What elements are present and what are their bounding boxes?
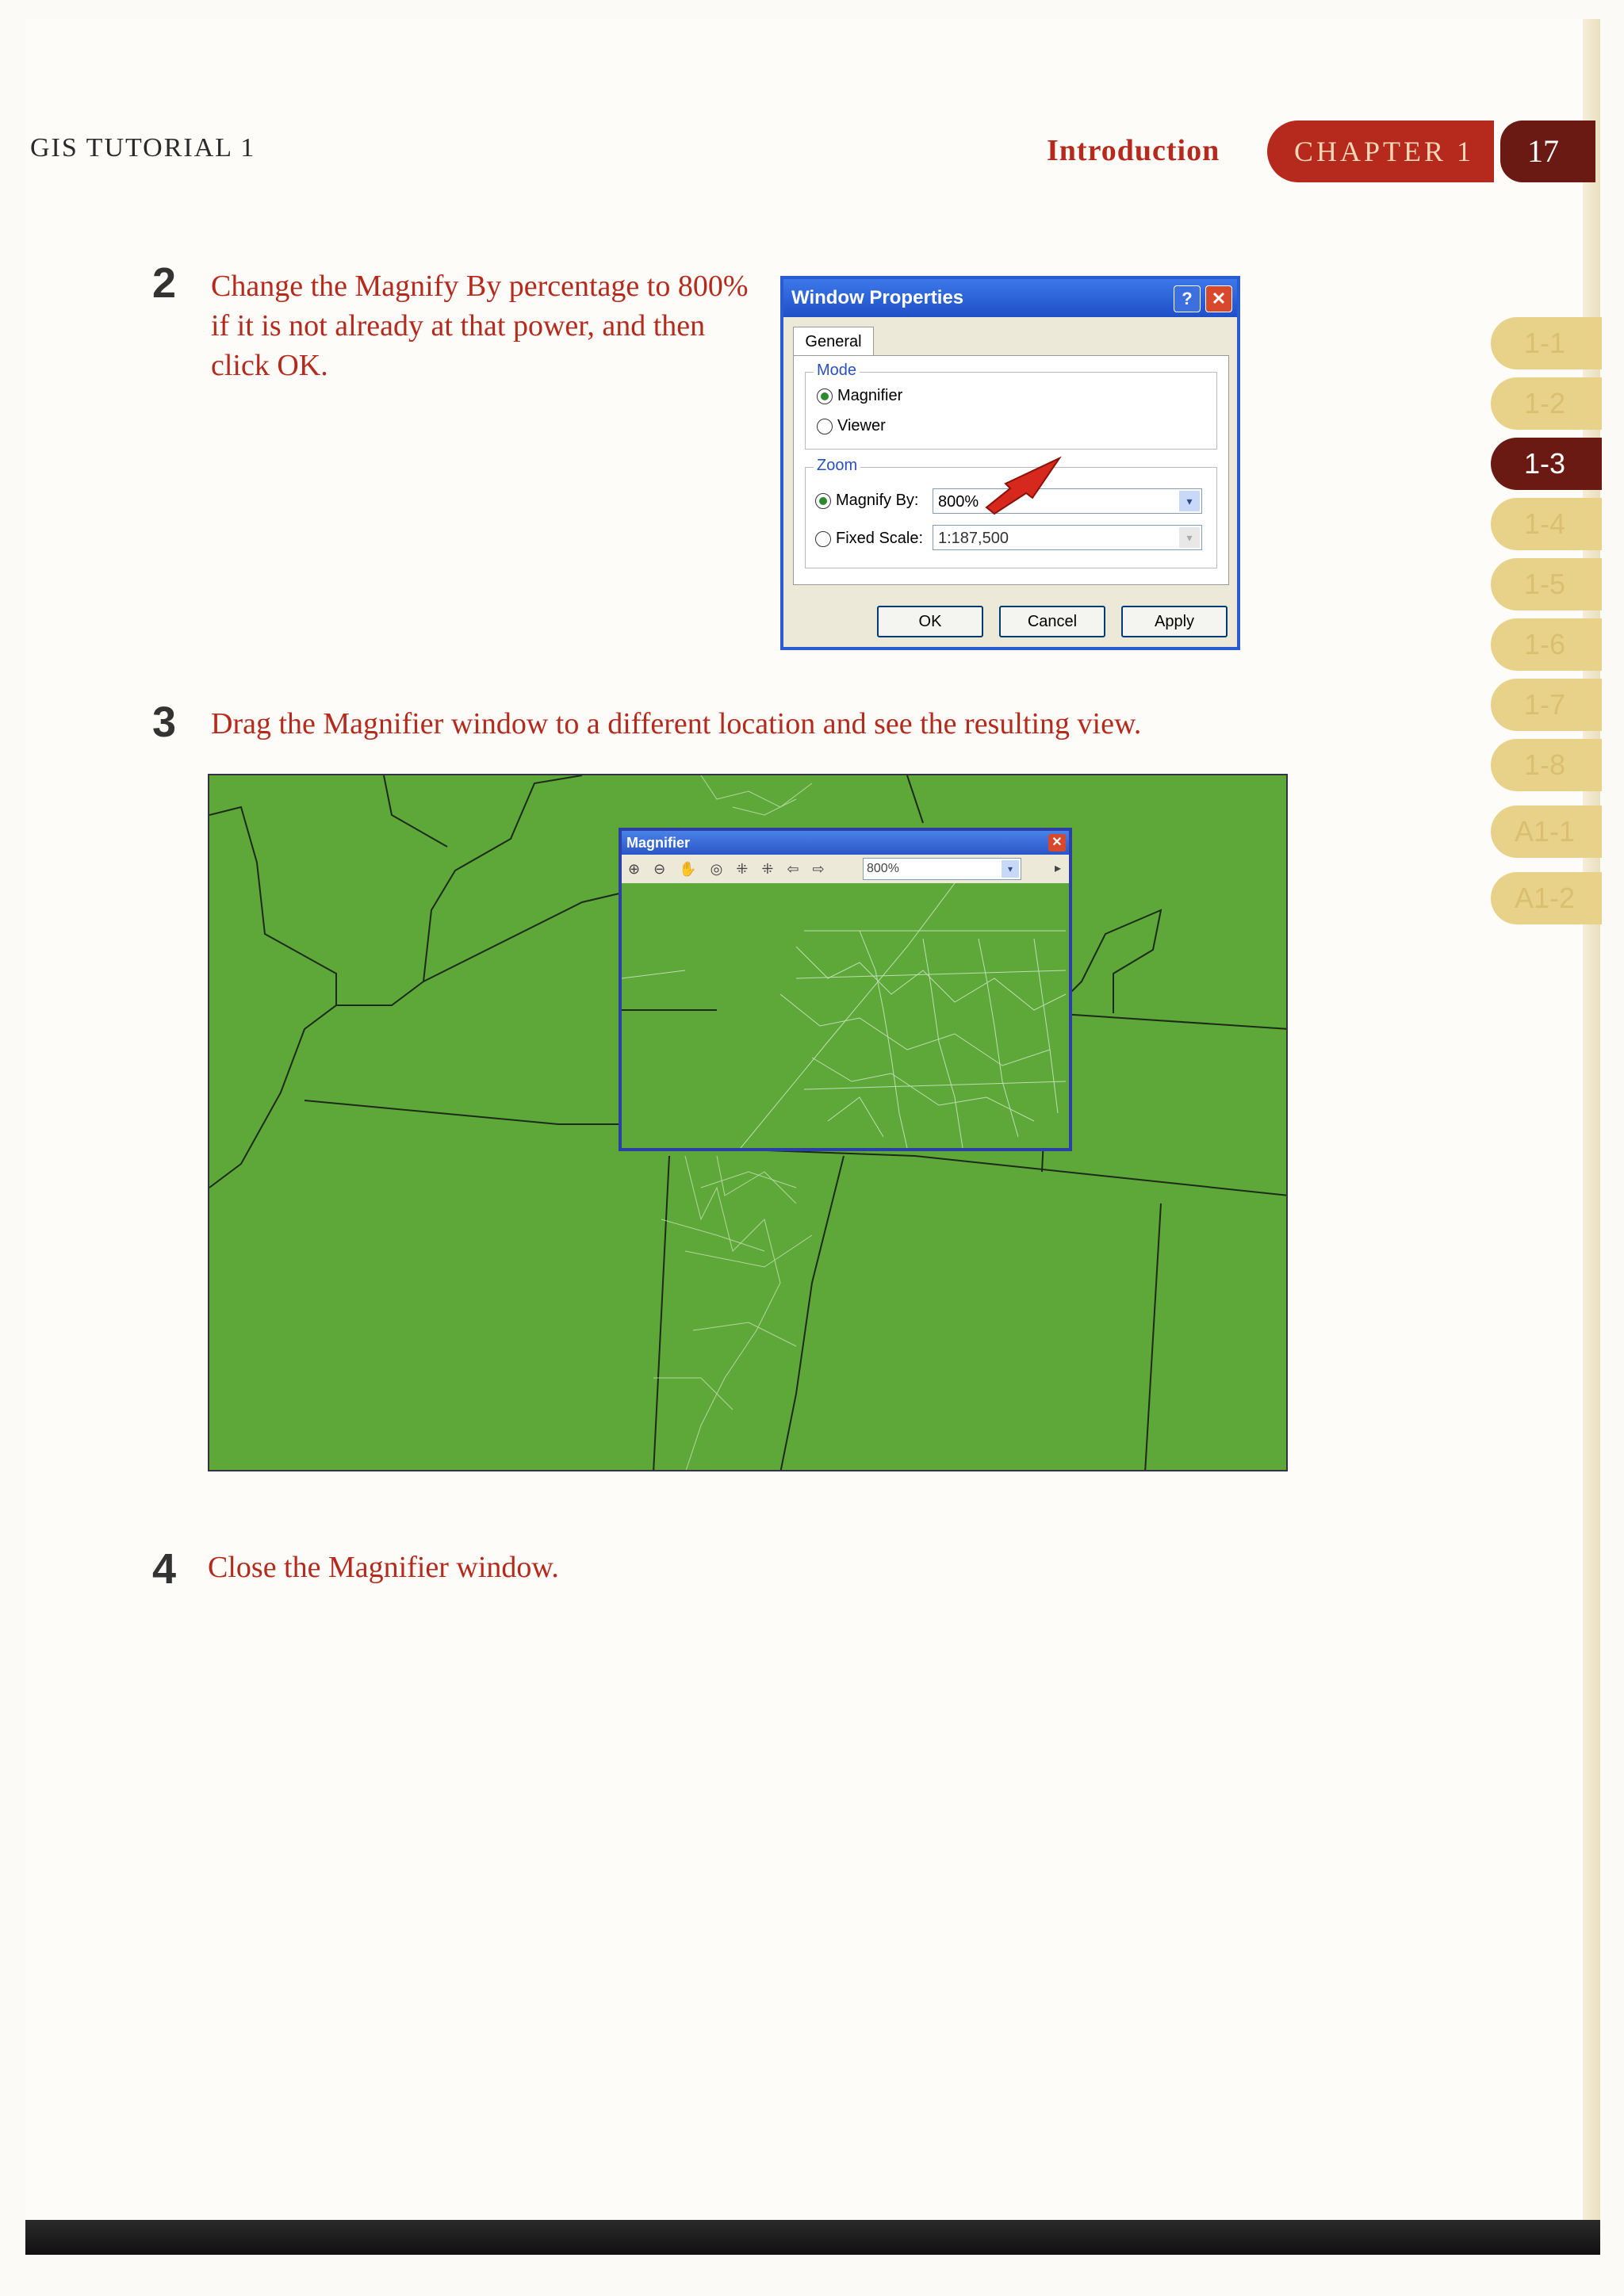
magnifier-window[interactable]	[619, 828, 1072, 1151]
radio-unselected-icon	[815, 531, 831, 547]
side-tab-1-6: 1-6	[1491, 618, 1602, 671]
fixed-scale-combo[interactable]	[933, 525, 1202, 550]
radio-selected-icon	[817, 388, 833, 404]
fixed-scale-label: Fixed Scale:	[836, 530, 924, 547]
zoom-group-label: Zoom	[814, 457, 860, 475]
close-icon[interactable]: ✕	[1205, 285, 1232, 312]
section-title: Introduction	[1047, 134, 1220, 167]
book-title: GIS TUTORIAL 1	[30, 133, 256, 163]
step-text-3: Drag the Magnifier window to a different location and see the resulting view.	[211, 707, 1142, 740]
side-tab-1-3: 1-3	[1491, 438, 1602, 490]
step-number-3: 3	[152, 698, 177, 746]
magnify-by-value: 800%	[938, 493, 979, 511]
chevron-down-icon[interactable]: ▾	[1179, 491, 1200, 511]
radio-selected-icon	[815, 493, 831, 509]
scan-edge	[25, 2220, 1600, 2255]
fixed-scale-radio[interactable]	[815, 530, 923, 548]
magnifier-zoom-combo[interactable]	[863, 858, 1021, 880]
apply-button[interactable]: Apply	[1121, 606, 1228, 637]
side-tab-1-1: 1-1	[1491, 317, 1602, 369]
mode-group	[805, 362, 1217, 450]
chapter-label: CHAPTER 1	[1267, 121, 1494, 182]
ok-button[interactable]: OK	[877, 606, 983, 637]
step-text-4: Close the Magnifier window.	[208, 1551, 559, 1584]
dialog-title: Window Properties	[791, 287, 964, 308]
step-text-2: Change the Magnify By percentage to 800% if it is not already at that power, and then click OK.	[211, 270, 749, 382]
close-icon[interactable]: ✕	[1048, 834, 1066, 851]
side-tab-1-8: 1-8	[1491, 739, 1602, 791]
help-icon[interactable]: ?	[1174, 285, 1201, 312]
cancel-button[interactable]: Cancel	[999, 606, 1105, 637]
magnifier-toolbar	[622, 855, 1069, 883]
tab-general[interactable]: General	[793, 327, 874, 356]
magnifier-tools-icon[interactable]: ⊕ ⊖ ✋ ◎ ⁜ ⁜ ⇦ ⇨	[628, 861, 829, 877]
mode-group-label: Mode	[814, 362, 860, 380]
page-number: 17	[1500, 121, 1595, 182]
side-tab-1-2: 1-2	[1491, 377, 1602, 430]
mode-viewer-label: Viewer	[837, 417, 886, 434]
chevron-down-icon[interactable]: ▾	[1002, 860, 1019, 878]
magnify-by-radio[interactable]	[815, 492, 918, 510]
annotation-arrow-icon	[983, 452, 1071, 515]
magnifier-title-bar[interactable]	[622, 831, 1069, 855]
magnifier-title: Magnifier	[626, 835, 691, 851]
magnifier-zoom-value: 800%	[867, 862, 899, 875]
step-number-2: 2	[152, 259, 177, 307]
side-tab-1-5: 1-5	[1491, 558, 1602, 610]
step-number-4: 4	[152, 1545, 177, 1593]
radio-unselected-icon	[817, 419, 833, 434]
magnify-by-label: Magnify By:	[836, 492, 919, 509]
side-tab-1-4: 1-4	[1491, 498, 1602, 550]
magnified-map	[622, 883, 1069, 1148]
chevron-down-icon[interactable]: ▾	[1179, 527, 1200, 548]
fixed-scale-value: 1:187,500	[938, 530, 1009, 547]
mode-magnifier-radio[interactable]	[817, 387, 902, 405]
toolbar-more-icon[interactable]: ▸	[1054, 862, 1061, 875]
side-tab-1-7: 1-7	[1491, 679, 1602, 731]
side-tab-a1-2: A1-2	[1491, 872, 1602, 924]
mode-magnifier-label: Magnifier	[837, 387, 903, 404]
dialog-title-bar[interactable]	[783, 279, 1237, 317]
mode-viewer-radio[interactable]	[817, 417, 886, 435]
side-tab-a1-1: A1-1	[1491, 806, 1602, 858]
